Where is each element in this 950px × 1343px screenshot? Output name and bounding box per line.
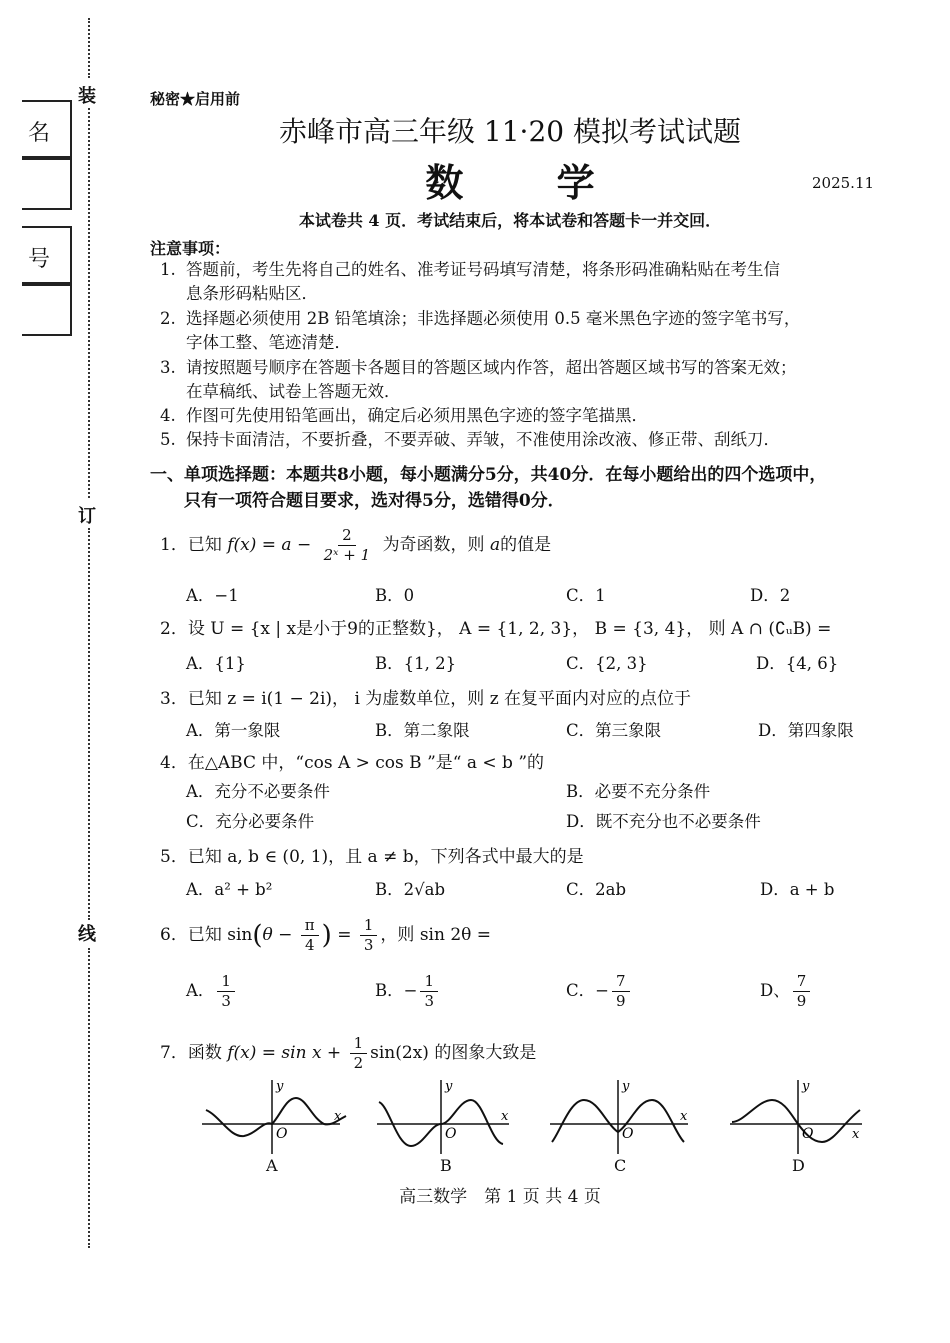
q4-option-c: C．充分必要条件 [186, 812, 315, 831]
graph-label-b: B [440, 1156, 452, 1175]
page-footer: 高三数学 第 1 页 共 4 页 [399, 1187, 601, 1207]
q1-option-b: B．0 [375, 586, 415, 605]
question-1: 1．已知 f(x) = a − $\frac{2}{\text{2ˣ + 1}}$ 为奇函数，则 a的值是 [160, 526, 552, 564]
q6-option-c: C．− $\frac{7}{9}$ [566, 972, 633, 1011]
q4-option-a: A．充分不必要条件 [186, 782, 330, 801]
question-6: 6．已知 sin(θ − $\frac{\pi}{4}$ ) = $\frac{1}{3}$ ，则 sin 2θ = [160, 916, 492, 954]
graph-d [728, 1076, 868, 1156]
graph-label-d: D [792, 1156, 805, 1175]
svg-text:O: O [802, 1126, 814, 1142]
q2-option-a: A．{1} [186, 654, 246, 673]
svg-text:x: x [852, 1127, 860, 1142]
graph-a [200, 1076, 350, 1156]
exam-title: 赤峰市高三年级 11·20 模拟考试试题 [279, 115, 741, 148]
binding-dots-middle [88, 528, 90, 920]
exam-info: 本试卷共 4 页．考试结束后，将本试卷和答题卡一并交回． [298, 211, 722, 230]
svg-text:x: x [680, 1109, 688, 1124]
svg-text:y: y [622, 1079, 630, 1094]
notice-item: 3. 请按照题号顺序在答题卡各题目的答题区域内作答，超出答题区域书写的答案无效； 在草稿纸、试卷上答题无效． [160, 358, 797, 401]
fraction: $\frac{\pi}{4}$ [301, 916, 319, 955]
q1-option-a: A．−1 [186, 586, 239, 605]
fraction: $\frac{1}{2}$ [350, 1034, 368, 1073]
q2-option-c: C．{2, 3} [566, 654, 648, 673]
svg-text:y: y [276, 1079, 284, 1094]
q5-option-b: B．2√ab [375, 880, 446, 899]
q2-option-d: D．{4, 6} [756, 654, 839, 673]
subject-title: 数 学 [425, 160, 635, 205]
notice-item: 4. 作图可先使用铅笔画出，确定后必须用黑色字迹的签字笔描黑． [160, 406, 648, 425]
svg-text:O: O [276, 1126, 288, 1142]
q6-option-d: D、 $\frac{7}{9}$ [760, 972, 813, 1011]
q6-option-b: B．− $\frac{1}{3}$ [375, 972, 441, 1011]
fraction: $\frac{2}{\text{2ˣ + 1}}$ [323, 526, 371, 564]
q3-option-a: A．第一象限 [186, 721, 281, 740]
q6-option-a: A． $\frac{1}{3}$ [186, 972, 238, 1011]
graph-b [375, 1076, 515, 1156]
svg-text:O: O [622, 1126, 634, 1142]
graph-c [548, 1076, 693, 1156]
q3-option-b: B．第二象限 [375, 721, 470, 740]
q5-option-d: D．a + b [760, 880, 835, 899]
name-label: 名 [28, 121, 51, 146]
q5-option-a: A．a² + b² [186, 880, 273, 899]
q4-option-d: D．既不充分也不必要条件 [566, 812, 761, 831]
binding-char-zhuang: 装 [78, 86, 96, 107]
binding-char-xian: 线 [78, 924, 96, 945]
question-7: 7．函数 f(x) = sin x + $\frac{1}{2}$ sin(2x) 的图象大致是 [160, 1034, 537, 1072]
graph-label-c: C [614, 1156, 627, 1175]
question-2: 2．设 U = {x | x是小于9的正整数}， A = {1, 2, 3}， B = {3, 4}， 则 A ∩ (∁ᵤB) = [160, 619, 832, 639]
q3-option-c: C．第三象限 [566, 721, 662, 740]
binding-dots-top [88, 18, 90, 78]
fraction: $\frac{1}{3}$ [360, 916, 378, 955]
exam-date: 2025.11 [812, 174, 875, 192]
notice-title: 注意事项： [150, 239, 231, 258]
question-3: 3．已知 z = i(1 − 2i)， i 为虚数单位，则 z 在复平面内对应的点位于 [160, 689, 692, 709]
q2-option-b: B．{1, 2} [375, 654, 457, 673]
q5-option-c: C．2ab [566, 880, 627, 899]
section-heading: 一、单项选择题：本题共8小题，每小题满分5分，共40分．在每小题给出的四个选项中， 只有一项符合题目要求，选对得5分，选错得0分． [150, 465, 827, 511]
svg-text:x: x [334, 1109, 342, 1124]
number-label: 号 [28, 247, 51, 272]
q4-option-b: B．必要不充分条件 [566, 782, 711, 801]
secret-label: 秘密★启用前 [150, 90, 241, 108]
question-4: 4．在△ABC 中，“cos A > cos B ”是“ a < b ”的 [160, 753, 545, 773]
notice-item: 1. 答题前，考生先将自己的姓名、准考证号码填写清楚，将条形码准确粘贴在考生信 息条形码粘贴区． [160, 260, 780, 303]
svg-text:O: O [445, 1126, 457, 1142]
svg-text:y: y [802, 1079, 810, 1094]
notice-item: 5. 保持卡面清洁，不要折叠，不要弄破、弄皱，不准使用涂改液、修正带、刮纸刀． [160, 430, 780, 449]
graph-label-a: A [266, 1156, 278, 1175]
q1-option-c: C．1 [566, 586, 606, 605]
q1-option-d: D．2 [750, 586, 791, 605]
number-box-lower [22, 282, 72, 336]
binding-char-ding: 订 [78, 506, 96, 527]
svg-text:y: y [445, 1079, 453, 1094]
notice-item: 2. 选择题必须使用 2B 铅笔填涂；非选择题必须使用 0.5 毫米黑色字迹的签字笔书写， 字体工整、笔迹清楚． [160, 309, 801, 352]
q3-option-d: D．第四象限 [758, 721, 854, 740]
question-5: 5．已知 a, b ∈ (0, 1)，且 a ≠ b，下列各式中最大的是 [160, 847, 584, 867]
svg-text:x: x [501, 1109, 509, 1124]
